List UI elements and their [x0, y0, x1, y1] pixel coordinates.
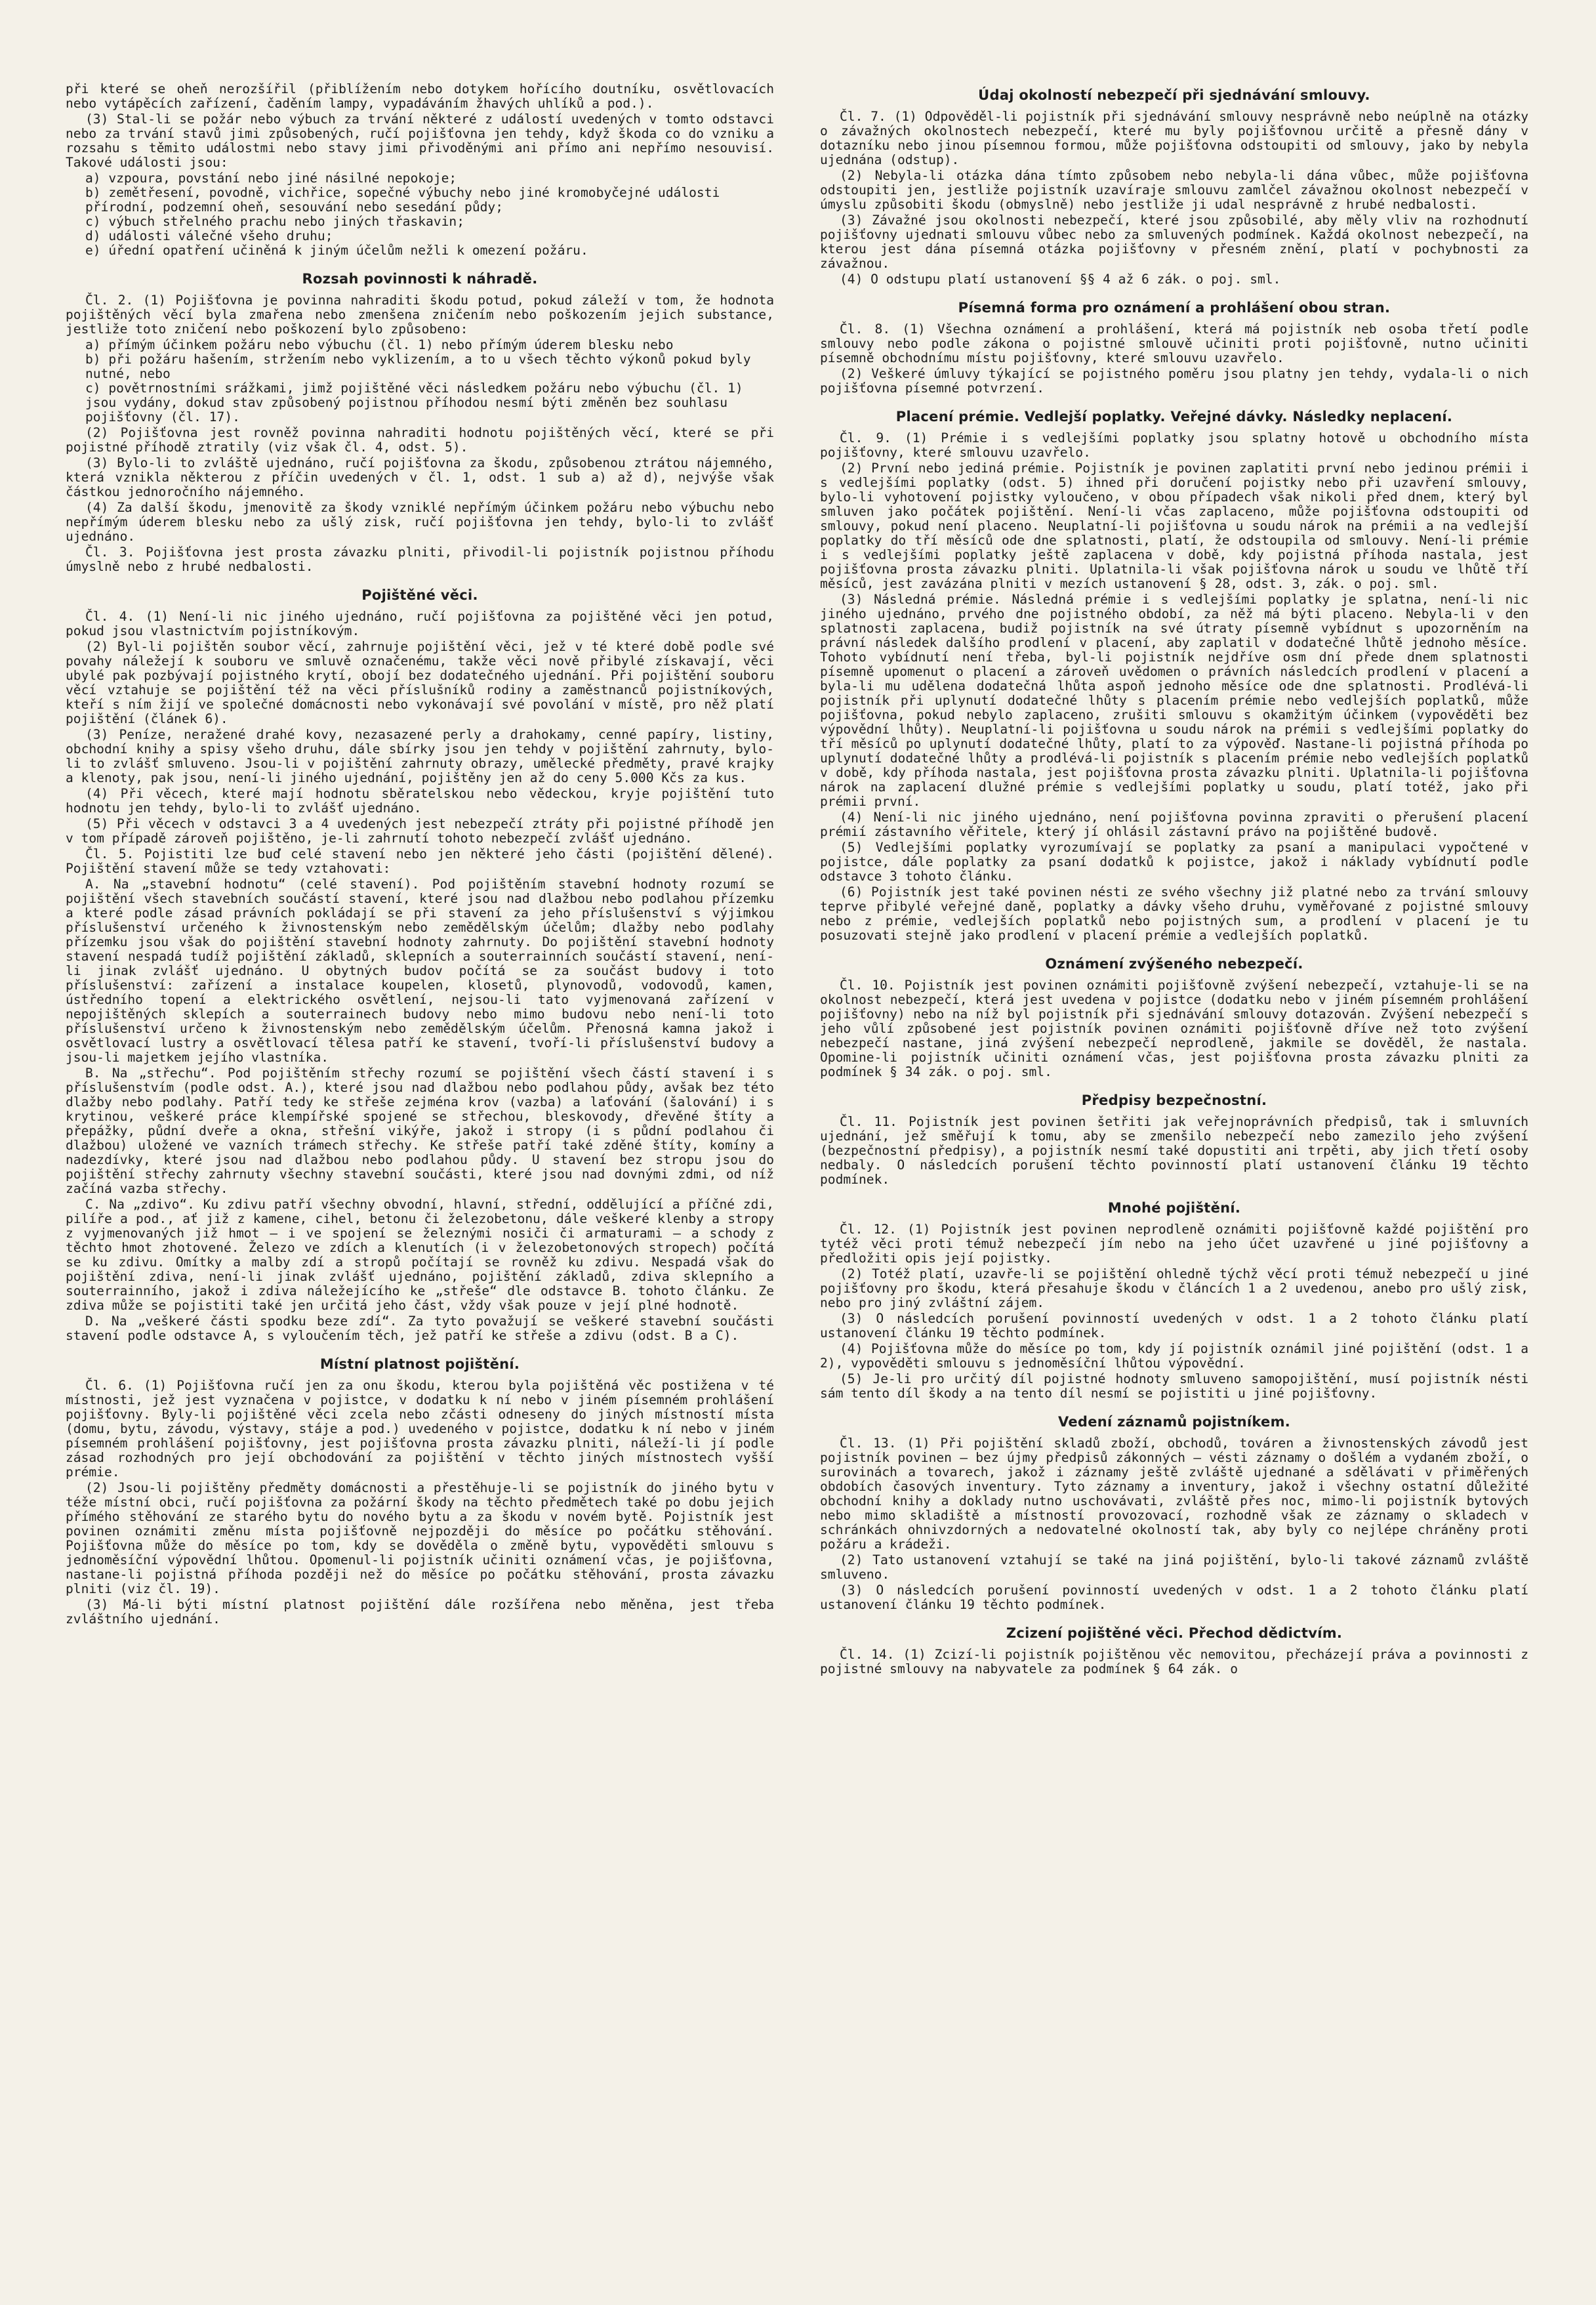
section-heading: Místní platnost pojištění. [319, 1356, 520, 1372]
paragraph: Čl. 9. (1) Prémie i s vedlejšími poplatky jsou splatny hotově u obchodního místa pojišťovny, které smlouvu uzavřelo. [820, 430, 1528, 460]
paragraph: Čl. 5. Pojistiti lze buď celé stavení nebo jen některé jeho části (pojištění dělené). Pojištění stavení může se tedy vztahovati: [66, 846, 774, 876]
paragraph: (2) Nebyla-li otázka dána tímto způsobem nebo nebyla-li dána vůbec, může pojišťovna odstoupiti jen, jestliže pojistník uzavíraje smlouvu zamlčel závažnou okolnost nebezpečí v úmyslu způsobiti škodu (obmyslně) nebo jestliže ji udal nesprávně z hrubé nedbalosti. [820, 168, 1528, 212]
paragraph: (5) Vedlejšími poplatky vyrozumívají se poplatky za psaní a manipulaci vypočtené v pojistce, dále poplatky za psaní dodatků k pojistce, jakož i náklady vybídnutí podle odstavce 3 tohoto článku. [820, 840, 1528, 884]
paragraph: C. Na „zdivo“. Ku zdivu patří všechny obvodní, hlavní, střední, oddělující a příčné zdi, pilíře a pod., ať již z kamene, cihel, betonu či železobetonu, dále veškeré klenby a stropy z vyjmenovaných již hmot — i ve spojení se železnými nosiči či armaturami — a schody z těchto hmot zhotovené. Železo ve zdích a klenutích (i v železobetonových stropech) počítá se ku zdivu. Omítky a malby zdí a stropů počítají se rovněž ku zdivu. Nespadá však do pojištění zdiva, není-li jinak zvlášť ujednáno, pojištění základů, zdiva sklepního a souterrainního, jakož i zdiva náležejícího ke „střeše“ dle odstavce B. tohoto článku. Ze zdiva může se pojistiti také jen určitá jeho část, vždy však pouze v její plné hodnotě. [66, 1197, 774, 1313]
list-item: e) úřední opatření učiněná k jiným účelům nežli k omezení požáru. [85, 243, 588, 258]
paragraph: Čl. 11. Pojistník jest povinen šetřiti jak veřejnoprávních předpisů, tak i smluvních ujednání, jež směřují k tomu, aby se zmenšilo nebezpečí nebo zamezilo jeho zvýšení (bezpečnostní předpisy), a pojistník nesmí také dopustiti ani trpěti, aby jich třetí osoby nedbaly. O následcích porušení těchto povinností platí ustanovení článku 19 těchto podmínek. [820, 1114, 1528, 1187]
paragraph: Čl. 14. (1) Zcizí-li pojistník pojištěnou věc nemovitou, přecházejí práva a povinnosti z pojistné smlouvy na nabyvatele za podmínek § 64 zák. o [820, 1647, 1528, 1676]
paragraph: (5) Při věcech v odstavci 3 a 4 uvedených jest nebezpečí ztráty při pojistné příhodě jen v tom případě zároveň pojištěno, je-li zahrnutí tohoto nebezpečí zvlášť ujednáno. [66, 816, 774, 846]
cause-list [66, 338, 774, 425]
paragraph: (2) Pojišťovna jest rovněž povinna nahraditi hodnotu pojištěných věcí, které se při pojistné příhodě ztratily (viz však čl. 4, odst. 5). [66, 425, 774, 455]
section-heading: Oznámení zvýšeného nebezpečí. [1045, 956, 1303, 972]
paragraph: (2) Jsou-li pojištěny předměty domácnosti a přestěhuje-li se pojistník do jiného bytu v téže místní obci, ručí pojišťovna za požární škody na těchto předmětech také po dobu jejich přímého stěhování ze starého bytu do nového bytu a za škodu v novém bytě. Pojistník jest povinen oznámiti změnu místa pojišťovně nejpozději do měsíce po počátku stěhování. Pojišťovna může do měsíce po tom, kdy se dověděla o změně bytu, vypověděti smlouvu s jednoměsíční výpovědní lhůtou. Opomenul-li pojistník učiniti oznámení včas, je pojišťovna, nastane-li pojistná příhoda později než do měsíce po počátku stěhování, prosta závazku plniti (viz čl. 19). [66, 1480, 774, 1596]
paragraph: Čl. 13. (1) Při pojištění skladů zboží, obchodů, továren a živnostenských závodů jest pojistník povinen — bez újmy předpisů zákonných — vésti záznamy o došlém a vydaném zboží, o surovinách a tovarech, jakož i záznamy ještě zvláště ujednané a sdělávati v přiměřených obdobích časových inventury. Tyto záznamy a inventury, jakož i všechny ostatní důležité obchodní knihy a doklady nutno uschovávati, zvláště přes noc, mimo-li pojistník bytových nebo mimo skladiště a místností provozovací, rozhodně však ze záznamy o skladech v schránkách ohnivzdorných a nedovatelné okolností tak, aby byly co nejlépe chráněny proti požáru a krádeži. [820, 1436, 1528, 1552]
paragraph: (2) Byl-li pojištěn soubor věcí, zahrnuje pojištění věci, jež v té které době podle své povahy náležejí k souboru ve smluvě označenému, takže věci nově přibylé získavají, věci ubylé pak pozbývají pojistného krytí, obojí bez dodatečného ujednání. Při pojištění souboru věcí vztahuje se pojištění též na věci příslušníků rodiny a zaměstnanců pojistníkových, kteří s ním žijí ve společné domácnosti nebo vykonávají své povolání v místě, pro něž platí pojištění (článek 6). [66, 639, 774, 726]
paragraph: Čl. 2. (1) Pojišťovna je povinna nahraditi škodu potud, pokud záleží v tom, že hodnota pojištěných věcí byla zmařena nebo zmenšena zničením nebo poškozením jejich substance, jestliže toto zničení nebo poškození bylo způsobeno: [66, 293, 774, 337]
paragraph: Čl. 10. Pojistník jest povinen oznámiti pojišťovně zvýšení nebezpečí, vztahuje-li se na okolnost nebezpečí, která jest uvedena v pojistce (dodatku nebo v jiném písemném prohlášení pojišťovny) nebo na níž byl pojistník při sjednávání smlouvy dotazován. Zvýšení nebezpečí s jeho vůlí způsobené jest pojistník povinen oznámiti pojišťovně dříve než toto zvýšení nebezpečí nastane, jiná zvýšení nebezpečí neprodleně, jakmile se dověděl, že nastala. Opomine-li pojistník učiniti oznámení včas, jest pojišťovna prosta závazku plniti za podmínek § 34 zák. o poj. sml. [820, 978, 1528, 1079]
paragraph: (3) Peníze, neražené drahé kovy, nezasazené perly a drahokamy, cenné papíry, listiny, obchodní knihy a spisy všeho druhu, dále sbírky jsou jen tehdy v pojištění zahrnuty, bylo-li to zvlášť smluveno. Jsou-li v pojištění zahrnuty obrazy, umělecké předměty, pravé krajky a klenoty, pak jsou, není-li jiného ujednání, pojištěny jen až do ceny 5.000 Kčs za kus. [66, 727, 774, 785]
paragraph: při které se oheň nerozšířil (přiblížením nebo dotykem hořícího doutníku, osvětlovacích nebo vytápěcích zařízení, čaděním lampy, vypadáváním žhavých uhlíků a pod.). [66, 82, 774, 111]
section-heading: Písemná forma pro oznámení a prohlášení obou stran. [958, 300, 1391, 316]
paragraph: (3) Bylo-li to zvláště ujednáno, ručí pojišťovna za škodu, způsobenou ztrátou nájemného, která vznikla některou z příčin uvedených v čl. 1, odst. 1 sub a) až d), nejvýše však částkou jednoročního nájemného. [66, 455, 774, 499]
paragraph: (4) Za další škodu, jmenovitě za škody vzniklé nepřímým účinkem požáru nebo výbuchu nebo nepřímým úderem blesku nebo za ušlý zisk, ručí pojišťovna jen tehdy, bylo-li to zvlášť ujednáno. [66, 500, 774, 544]
paragraph: Čl. 6. (1) Pojišťovna ručí jen za onu škodu, kterou byla pojištěná věc postižena v té místnosti, jež jest vyznačena v pojistce, v dodatku k ní nebo v jiném písemném prohlášení pojišťovny. Byly-li pojištěné věci zcela nebo zčásti odneseny do jiných místností místa (domu, bytu, závodu, výstavy, stáje a pod.) uvedeného v pojistce, dodatku k ní nebo v jiném písemném prohlášení pojišťovny, jest pojišťovna prosta závazku plniti, náleží-li jí podle zásad rozhodných pro její obchodování za pojištění v těchto jiných místnostech vyšší prémie. [66, 1378, 774, 1480]
section-heading: Předpisy bezpečnostní. [1081, 1092, 1267, 1108]
event-list [66, 171, 774, 258]
paragraph: A. Na „stavební hodnotu“ (celé stavení). Pod pojištěním stavební hodnoty rozumí se pojištění všech stavebních součástí stavení, které jsou nad dlažbou nebo podlahou přízemku a které podle zásad právních pokládají se při stavení za jeho příslušenství s výjimkou příslušenství určeného k živnostenským nebo zemědělským účelům; dlažby nebo podlahy přízemku jsou však do pojištění stavební hodnoty zahrnuty. Do pojištění stavební hodnoty stavení nespadá tudíž pojištění základů, sklepních a souterrainních součástí stavení, není-li jinak zvlášť ujednáno. U obytných budov počítá se za součást budovy i toto příslušenství: zařízení a instalace koupelen, klosetů, plynovodů, vodovodů, kamen, ústředního topení a elektrického osvětlení, nejsou-li tato vyjmenovaná zařízení v nepojištěných sklepích a souterrainech budovy nebo mimo budovu nebo není-li toto příslušenství určeno k živnostenským nebo zemědělským účelům. Přenosná kamna jakož i osvětlovací lustry a osvětlovací tělesa patří ke stavení, tvoří-li příslušenství budovy a jsou-li majetkem jejího vlastníka. [66, 877, 774, 1065]
paragraph: (6) Pojistník jest také povinen nésti ze svého všechny již platné nebo za trvání smlouvy teprve přibylé veřejné daně, poplatky a dávky všeho druhu, vyměřované z pojistné smlouvy nebo z prémie, vedlejších poplatků nebo pojistných sum, a prodlení v placení je tu posuzovati stejně jako prodlení v placení prémie a vedlejších poplatků. [820, 884, 1528, 943]
right-column [820, 82, 1528, 2266]
list-item: c) výbuch střelného prachu nebo jiných třaskavin; [85, 214, 465, 229]
paragraph: (2) Veškeré úmluvy týkající se pojistného poměru jsou platny jen tehdy, vydala-li o nich pojišťovna písemné potvrzení. [820, 366, 1528, 396]
paragraph: (4) Při věcech, které mají hodnotu sběratelskou nebo vědeckou, kryje pojištění tuto hodnotu jen tehdy, bylo-li to zvlášť ujednáno. [66, 786, 774, 816]
paragraph: Čl. 12. (1) Pojistník jest povinen neprodleně oznámiti pojišťovně každé pojištění pro tytéž věci proti témuž nebezpečí jím nebo na jeho účet uzavřené u jiné pojišťovny a předložiti opis její pojistky. [820, 1222, 1528, 1266]
paragraph: Čl. 7. (1) Odpověděl-li pojistník při sjednávání smlouvy nesprávně nebo neúplně na otázky o závažných okolnostech nebezpečí, které mu byly pojišťovnou určitě a přesně dány v dotazníku nebo jinou písemnou formou, může pojišťovna odstoupiti od smlouvy, jako by nebyla ujednána (odstup). [820, 109, 1528, 167]
paragraph: (3) Stal-li se požár nebo výbuch za trvání některé z událostí uvedených v tomto odstavci nebo za trvání stavů jimi způsobených, ručí pojišťovna jen tehdy, když škoda co do vzniku a rozsahu s těmito událostmi nebo stavy jimi přivoděnými ani přímo ani nepřímo nesouvisí. Takové události jsou: [66, 112, 774, 170]
paragraph: D. Na „veškeré části spodku beze zdí“. Za tyto považují se veškeré stavební součásti stavení podle odstavce A, s vyloučením těch, jež patří ke střeše a zdivu (odst. B a C). [66, 1314, 774, 1343]
paragraph: Čl. 3. Pojišťovna jest prosta závazku plniti, přivodil-li pojistník pojistnou příhodu úmyslně nebo z hrubé nedbalosti. [66, 545, 774, 574]
section-heading: Rozsah povinnosti k náhradě. [302, 271, 538, 287]
section-heading: Vedení záznamů pojistníkem. [1057, 1414, 1291, 1430]
section-heading: Mnohé pojištění. [1107, 1200, 1241, 1216]
list-item: a) vzpoura, povstání nebo jiné násilné nepokoje; [85, 171, 457, 186]
paragraph: (2) První nebo jediná prémie. Pojistník je povinen zaplatiti první nebo jedinou prémii i s vedlejšími poplatky (odst. 5) ihned při doručení pojistky nebo při uzavření smlouvy, bylo-li vyhotovení pojistky vyloučeno, v obou případech však nikoli před dnem, který byl smluven jako počátek pojištění. Není-li včas zaplaceno, může pojišťovna odstoupiti od smlouvy, pokud není placeno. Neuplatní-li pojišťovna u soudu nárok na prémii a na vedlejší poplatky do tří měsíců ode dne splatnosti, platí, že odstoupila od smlouvy. Není-li prémie i s vedlejšími poplatky ještě zaplacena v době, kdy pojistná příhoda nastala, jest pojišťovna prosta závazku plniti. Uplatnila-li však pojišťovna nárok u soudu ve lhůtě tří měsíců, jest zavázána plniti v mezích ustanovení § 28, odst. 3, zák. o poj. sml. [820, 461, 1528, 591]
list-item: a) přímým účinkem požáru nebo výbuchu (čl. 1) nebo přímým úderem blesku nebo [85, 337, 674, 352]
paragraph: Čl. 8. (1) Všechna oznámení a prohlášení, která má pojistník neb osoba třetí podle smlouvy nebo podle zákona o pojistné smlouvě učiniti proti pojišťovně, nutno učiniti písemně obchodnímu místu pojišťovny, které smlouvu uzavřelo. [820, 322, 1528, 365]
list-item: d) události válečné všeho druhu; [85, 228, 333, 243]
section-heading: Údaj okolností nebezpečí při sjednávání smlouvy. [978, 87, 1370, 103]
paragraph: (5) Je-li pro určitý díl pojistné hodnoty smluveno samopojištění, musí pojistník nésti sám tento díl škody a na tento díl nesmí se pojistiti u jiné pojišťovny. [820, 1371, 1528, 1401]
paragraph: (4) Pojišťovna může do měsíce po tom, kdy jí pojistník oznámil jiné pojištění (odst. 1 a 2), vypověděti smlouvu s jednoměsíční lhůtou výpovědní. [820, 1341, 1528, 1371]
list-item: b) zemětřesení, povodně, vichřice, sopečné výbuchy nebo jiné kromobyčejné události přírodní, podzemní oheň, sesouvání nebo sesedání půdy; [85, 185, 720, 215]
paragraph: (2) Tato ustanovení vztahují se také na jiná pojištění, bylo-li takové záznamů zvláště smluveno. [820, 1552, 1528, 1582]
paragraph: (3) O následcích porušení povinností uvedených v odst. 1 a 2 tohoto článku platí ustanovení článku 19 těchto podmínek. [820, 1583, 1528, 1612]
paragraph: (3) Následná prémie. Následná prémie i s vedlejšími poplatky je splatna, není-li nic jiného ujednáno, prvého dne pojistného období, za něž má býti placeno. Nebyla-li v den splatnosti zaplacena, budiž pojistník na své útraty písemně vybídnut s upozorněním na právní následek dalšího prodlení v placení, aby zaplatil v dodatečné lhůtě jednoho měsíce. Tohoto vybídnutí není třeba, byl-li pojistník nejdříve osm dní přede dnem splatnosti písemně upomenut o placení a zároveň uvědomen o právních následcích prodlení v placení a byla-li mu udělena dodatečná lhůta aspoň jednoho měsíce ode dne splatnosti. Prodlévá-li pojistník při uplynutí dodatečné lhůty s placením prémie nebo vedlejších poplatků, může pojišťovna, pokud nebylo zaplaceno, zrušiti smlouvu s okamžitým účinkem (vypověděti bez výpovědní lhůty). Neuplatní-li pojišťovna u soudu nárok na prémii s vedlejšími poplatky do tří měsíců po uplynutí dodatečné lhůty, platí to za výpověď. Nastane-li pojistná příhoda po uplynutí dodatečné lhůty a prodlévá-li pojistník s placením prémie nebo vedlejších poplatků v době, kdy příhoda nastala, jest pojišťovna prosta závazku plniti. Uplatnila-li pojišťovna nárok na zaplacení dlužné prémie s vedlejšími poplatky u soudu, platí totéž, jako při prémii první. [820, 592, 1528, 809]
paragraph: Čl. 4. (1) Není-li nic jiného ujednáno, ručí pojišťovna za pojištěné věci jen potud, pokud jsou vlastnictvím pojistníkovým. [66, 609, 774, 638]
paragraph: (2) Totéž platí, uzavře-li se pojištění ohledně týchž věcí proti témuž nebezpečí u jiné pojišťovny pro škodu, která přesahuje škodu v článcích 1 a 2 uvedenou, anebo pro ušlý zisk, nebo pro jiný zvláštní zájem. [820, 1266, 1528, 1310]
list-item: b) při požáru hašením, stržením nebo vyklizením, a to u všech těchto výkonů pokud byly nutné, nebo [85, 352, 751, 381]
paragraph: B. Na „střechu“. Pod pojištěním střechy rozumí se pojištění všech částí stavení i s příslušenstvím (podle odst. A.), které jsou nad dlažbou nebo podlahou půdy, avšak bez této dlažby nebo podlahy. Patří tedy ke střeše zejména krov (vazba) a laťování (šalování) i s krytinou, veškeré práce klempířské spojené se střechou, bleskovody, dřevěné štíty a přepážky, půdní dveře a okna, střešní vikýře, jakož i stropy (i s půdní podlahou či dlažbou) uložené ve vazních trámech střechy. Ke střeše patří také zděné štíty, komíny a nadezdívky, které jsou nad dlažbou nebo podlahou půdy. U stavení bez stropu jsou do pojištění střechy zahrnuty všechny stavební součásti, které jsou nad dovnými zdmi, od níž začíná vazba střechy. [66, 1066, 774, 1196]
paragraph: (3) Má-li býti místní platnost pojištění dále rozšířena nebo měněna, jest třeba zvláštního ujednání. [66, 1597, 774, 1627]
paragraph: (4) O odstupu platí ustanovení §§ 4 až 6 zák. o poj. sml. [840, 272, 1281, 287]
paragraph: (4) Není-li nic jiného ujednáno, není pojišťovna povinna zpraviti o přerušení placení prémií zástavního věřitele, který jí ohlásil zástavní právo na pojištěné budově. [820, 810, 1528, 839]
paragraph: (3) Závažné jsou okolnosti nebezpečí, které jsou způsobilé, aby měly vliv na rozhodnutí pojišťovny ujednati smlouvu vůbec nebo za smluvených podmínek. Každá okolnost nebezpečí, na kterou jest dána písemná otázka pojišťovny v přesném znění, platí v pochybnosti za závažnou. [820, 213, 1528, 271]
list-item: c) povětrnostními srážkami, jimž pojištěné věci následkem požáru nebo výbuchu (čl. 1) jsou vydány, dokud stav způsobený pojistnou příhodou nesmí býti změněn bez souhlasu pojišťovny (čl. 17). [85, 381, 743, 425]
paragraph: (3) O následcích porušení povinností uvedených v odst. 1 a 2 tohoto článku platí ustanovení článku 19 těchto podmínek. [820, 1311, 1528, 1340]
section-heading: Zcizení pojištěné věci. Přechod dědictvím. [1006, 1625, 1343, 1641]
section-heading: Pojištěné věci. [361, 587, 478, 603]
section-heading: Placení prémie. Vedlejší poplatky. Veřejné dávky. Následky neplacení. [895, 409, 1453, 425]
left-column [66, 82, 774, 2266]
